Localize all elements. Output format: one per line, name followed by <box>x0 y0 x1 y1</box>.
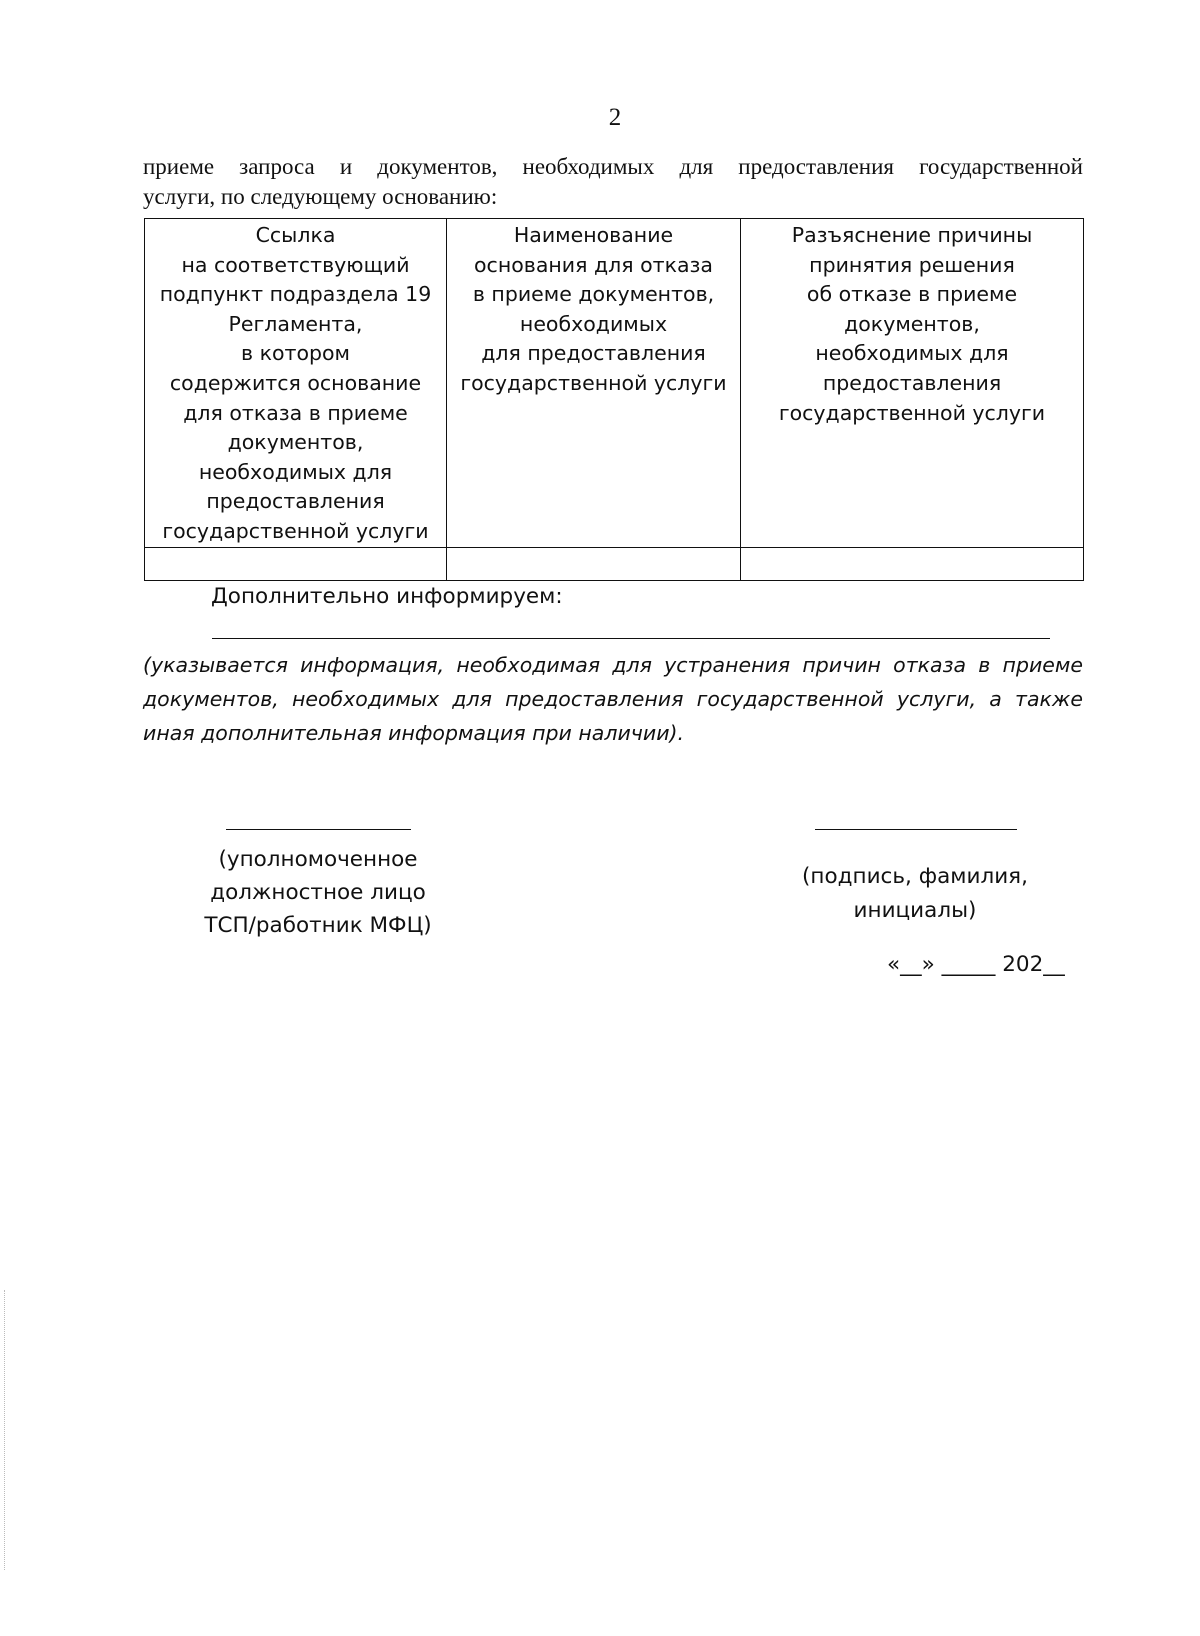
official-caption-line: (уполномоченное <box>218 847 418 872</box>
signature-caption <box>790 860 1040 928</box>
refusal-grounds-table <box>144 218 1084 581</box>
official-caption <box>183 843 453 942</box>
signature-caption-line: инициалы) <box>853 898 977 923</box>
table-cell <box>741 547 1084 580</box>
table-cell <box>447 547 741 580</box>
intro-line-1: приеме запроса и документов, необходимых для предоставления государственной <box>143 154 1083 179</box>
scan-margin-mark <box>4 1290 6 1570</box>
signature-caption-line: (подпись, фамилия, <box>802 864 1028 889</box>
table-row <box>145 547 1084 580</box>
official-caption-line: должностное лицо <box>210 880 426 905</box>
intro-paragraph <box>143 152 1083 212</box>
header-regulation-reference: Ссылка на соответствующий подпункт подраздела 19 Регламента, в котором содержится основание для отказа в приеме документов, необходимых для предоставления государственной услуги <box>145 219 447 548</box>
header-refusal-explanation: Разъяснение причины принятия решения об отказе в приеме документов, необходимых для предоставления государственной услуги <box>741 219 1084 548</box>
additional-info-blank-line <box>212 638 1050 639</box>
intro-line-2: услуги, по следующему основанию: <box>143 184 498 209</box>
page-number: 2 <box>608 104 622 131</box>
additional-info-label: Дополнительно информируем: <box>211 584 563 609</box>
date-field: «__» _____ 202__ <box>887 952 1065 977</box>
official-caption-line: ТСП/работник МФЦ) <box>204 913 432 938</box>
official-signature-line <box>226 829 411 830</box>
table-header-row <box>145 219 1084 548</box>
table-cell <box>145 547 447 580</box>
additional-info-note: (указывается информация, необходимая для устранения причин отказа в приеме документов, необходимых для предоставления государственной услуги, а также иная дополнительная информация при наличии). <box>143 653 1083 745</box>
signature-line <box>815 829 1017 830</box>
header-refusal-ground-name: Наименование основания для отказа в приеме документов, необходимых для предоставления государственной услуги <box>447 219 741 548</box>
